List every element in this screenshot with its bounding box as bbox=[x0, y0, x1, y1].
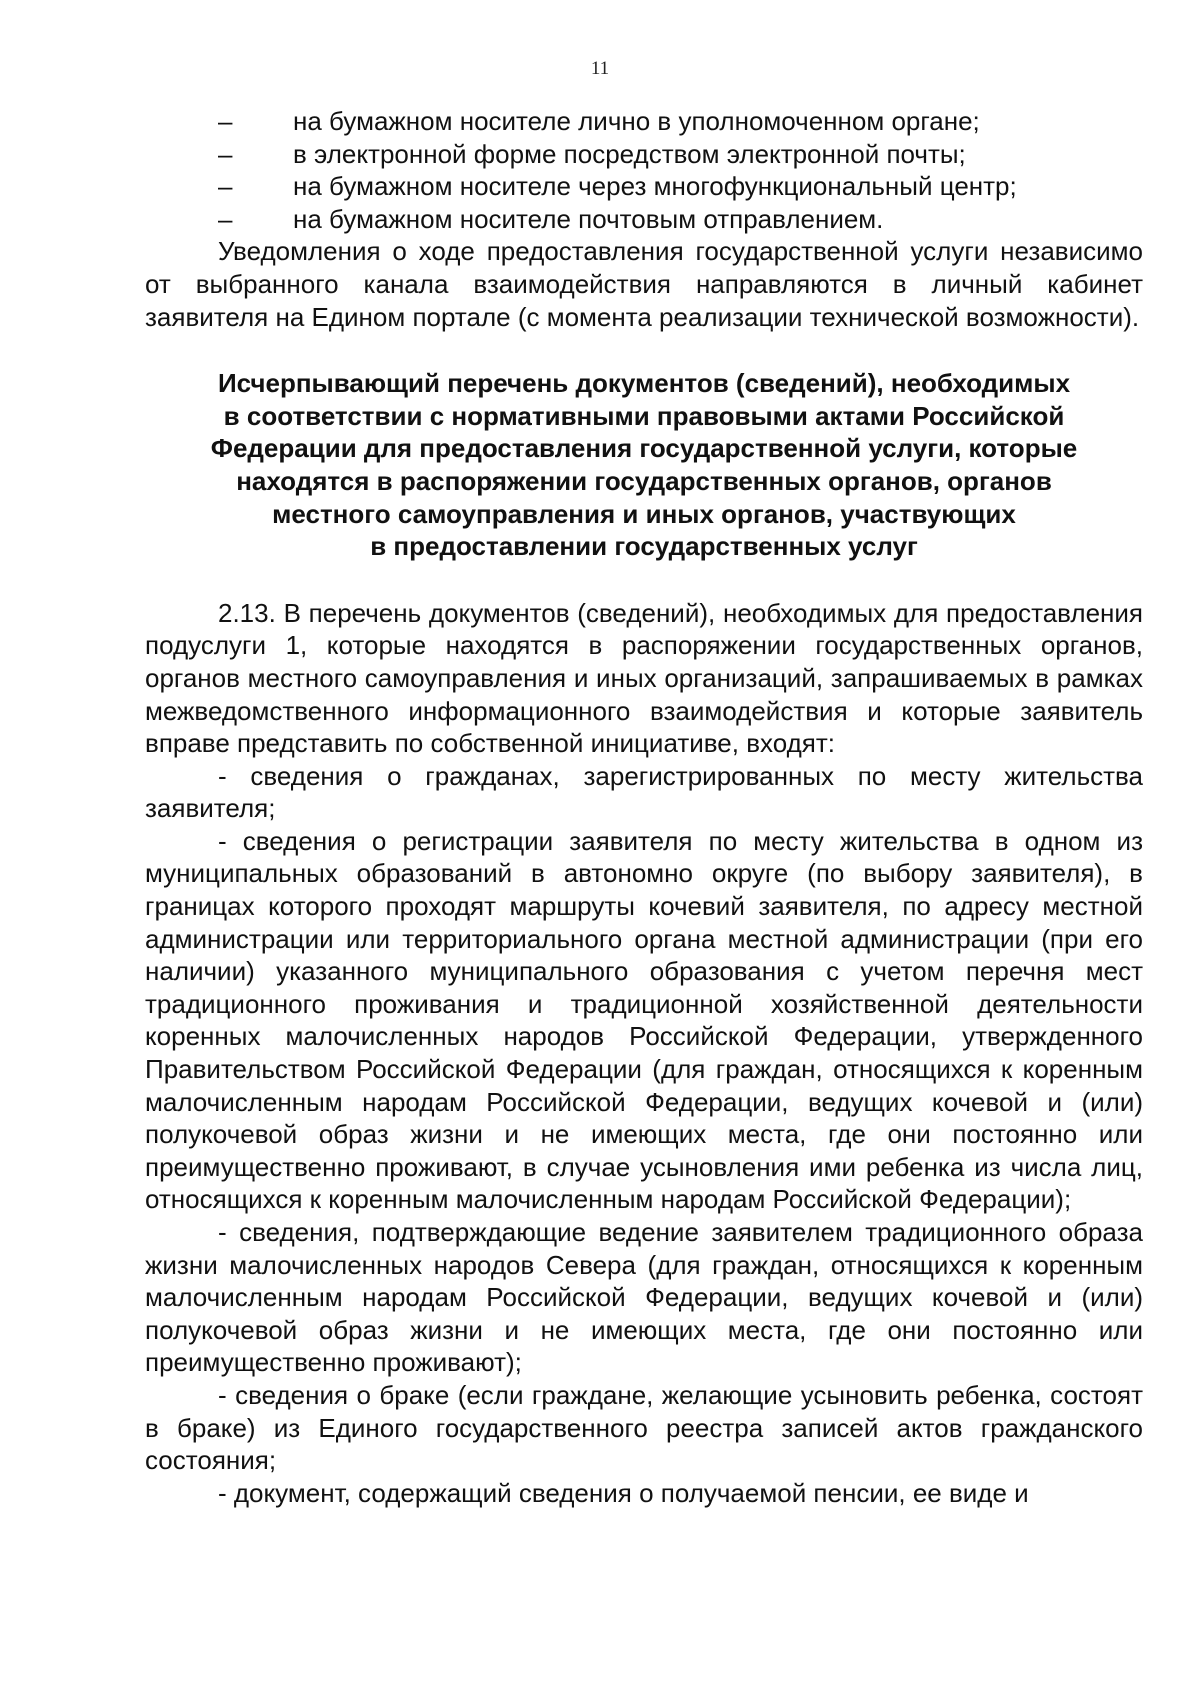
heading-line: Исчерпывающий перечень документов (сведений), необходимых bbox=[217, 368, 1071, 399]
list-item-text: на бумажном носителе лично в уполномоченном органе; bbox=[293, 106, 980, 136]
list-dash: – bbox=[218, 138, 233, 169]
list-item bbox=[145, 105, 1143, 138]
page-content bbox=[145, 105, 1143, 1509]
paragraph-2-13: 2.13. В перечень документов (сведений), необходимых для предоставления подуслуги 1, которые находятся в распоряжении государственных органов, органов местного самоуправления и иных организаций, запрашиваемых в рамках межведомственного информационного взаимодействия и которые заявитель вправе представить по собственной инициативе, входят: bbox=[145, 597, 1143, 759]
notification-paragraph: Уведомления о ходе предоставления государственной услуги независимо от выбранного канала взаимодействия направляются в личный кабинет заявителя на Едином портале (с момента реализации технической возможности). bbox=[145, 236, 1143, 332]
list-item-text: на бумажном носителе почтовым отправлением. bbox=[293, 203, 884, 234]
bullet-paragraph: - документ, содержащий сведения о получаемой пенсии, ее виде и bbox=[218, 1477, 1029, 1508]
list-dash: – bbox=[218, 171, 233, 202]
bullet-paragraph: - сведения, подтверждающие ведение заявителем традиционного образа жизни малочисленных народов Севера (для граждан, относящихся к коренным малочисленным народам Российской Федерации, ведущих кочевой и (или) полукочевой образ жизни и не имеющих места, где они постоянно или преимущественно проживают); bbox=[145, 1217, 1143, 1378]
section-heading bbox=[145, 367, 1143, 563]
bullet-paragraph: - сведения о браке (если граждане, желающие усыновить ребенка, состоят в браке) из Единого государственного реестра записей актов гражданского состояния; bbox=[145, 1379, 1143, 1476]
list-dash: – bbox=[218, 106, 233, 136]
list-item bbox=[145, 203, 1143, 236]
bullet-paragraph: - сведения о гражданах, зарегистрированных по месту жительства заявителя; bbox=[145, 760, 1143, 824]
list-item-text: на бумажном носителе через многофункциональный центр; bbox=[293, 171, 1017, 202]
list-item-text: в электронной форме посредством электронной почты; bbox=[293, 138, 966, 169]
heading-line: местного самоуправления и иных органов, участвующих bbox=[272, 498, 1016, 529]
heading-line: Федерации для предоставления государственной услуги, которые bbox=[210, 433, 1078, 464]
bullet-paragraph: - сведения о регистрации заявителя по месту жительства в одном из муниципальных образований в автономно округе (по выбору заявителя), в границах которого проходят маршруты кочевий заявителя, по адресу местной администрации или территориального органа местной администрации (при его наличии) указанного муниципального образования с учетом перечня мест традиционного проживания и традиционной хозяйственной деятельности коренных малочисленных народов Российской Федерации, утвержденного Правительством Российской Федерации (для граждан, относящихся к коренным малочисленным народам Российской Федерации, ведущих кочевой и (или) полукочевой образ жизни и не имеющих места, где они постоянно или преимущественно проживают, в случае усыновления ими ребенка из числа лиц, относящихся к коренным малочисленным народам Российской Федерации); bbox=[145, 825, 1143, 1215]
heading-line: находятся в распоряжении государственных органов, органов bbox=[236, 465, 1052, 496]
list-item bbox=[145, 138, 1143, 171]
page-number: 11 bbox=[590, 58, 610, 79]
list-dash: – bbox=[218, 203, 233, 234]
heading-line: в предоставлении государственных услуг bbox=[370, 531, 918, 562]
heading-line: в соответствии с нормативными правовыми актами Российской bbox=[223, 400, 1065, 431]
list-item bbox=[145, 170, 1143, 203]
